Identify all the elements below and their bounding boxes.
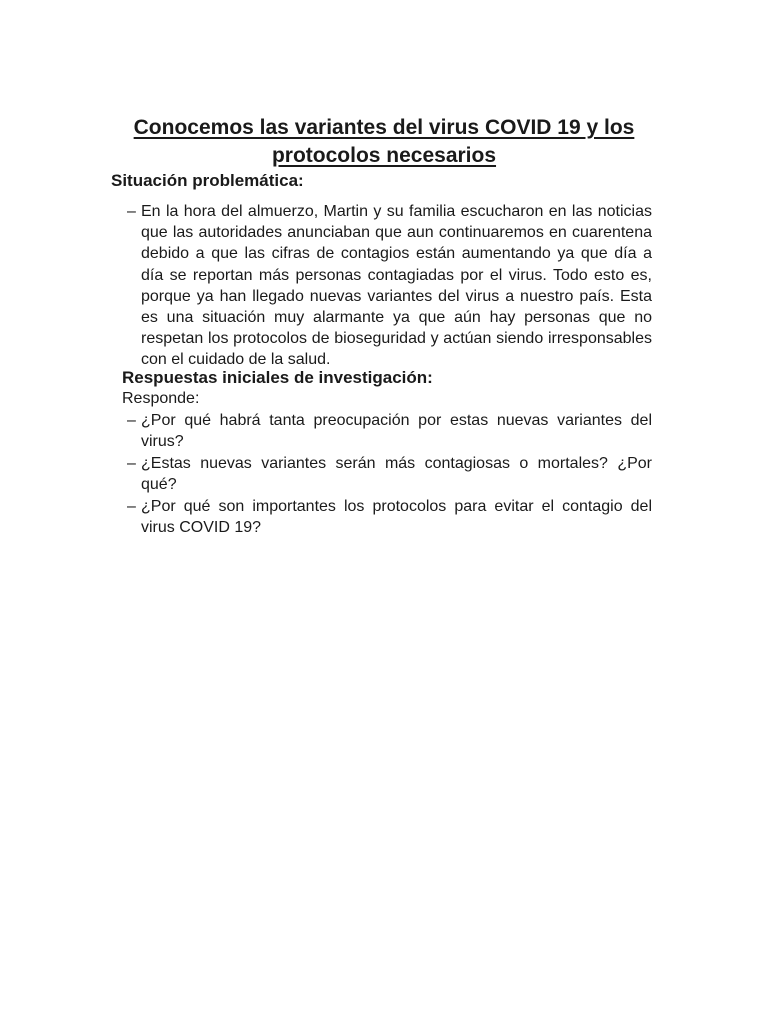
- question-item: [127, 453, 652, 495]
- situation-text: En la hora del almuerzo, Martin y su familia escucharon en las noticias que las autoridades anunciaban que aun continuaremos en cuarentena debido a que las cifras de contagios están aumentando ya que día a día se reportan más personas contagiadas por el virus. Todo esto es, porque ya han llegado nuevas variantes del virus a nuestro país. Esta es una situación muy alarmante ya que aún hay personas que no respetan los protocolos de bioseguridad y actúan siendo irresponsables con el cuidado de la salud.: [141, 203, 652, 369]
- question-text: ¿Por qué son importantes los protocolos para evitar el contagio del virus COVID 19?: [141, 498, 652, 537]
- question-text: ¿Por qué habrá tanta preocupación por estas nuevas variantes del virus?: [141, 412, 652, 451]
- situation-heading: Situación problemática:: [111, 171, 304, 190]
- title-line-1: Conocemos las variantes del virus COVID 19 y los: [133, 116, 635, 139]
- responses-heading: Respuestas iniciales de investigación:: [122, 368, 433, 387]
- question-item: [127, 410, 652, 452]
- page-title: [110, 114, 658, 170]
- responde-label: Responde:: [122, 390, 200, 407]
- dash-marker: –: [127, 455, 136, 472]
- question-item: [127, 496, 652, 538]
- title-line-2: protocolos necesarios: [271, 144, 497, 167]
- dash-marker: –: [127, 203, 136, 220]
- situation-paragraph: [127, 201, 652, 371]
- question-text: ¿Estas nuevas variantes serán más contagiosas o mortales? ¿Por qué?: [141, 455, 652, 494]
- dash-marker: –: [127, 498, 136, 515]
- dash-marker: –: [127, 412, 136, 429]
